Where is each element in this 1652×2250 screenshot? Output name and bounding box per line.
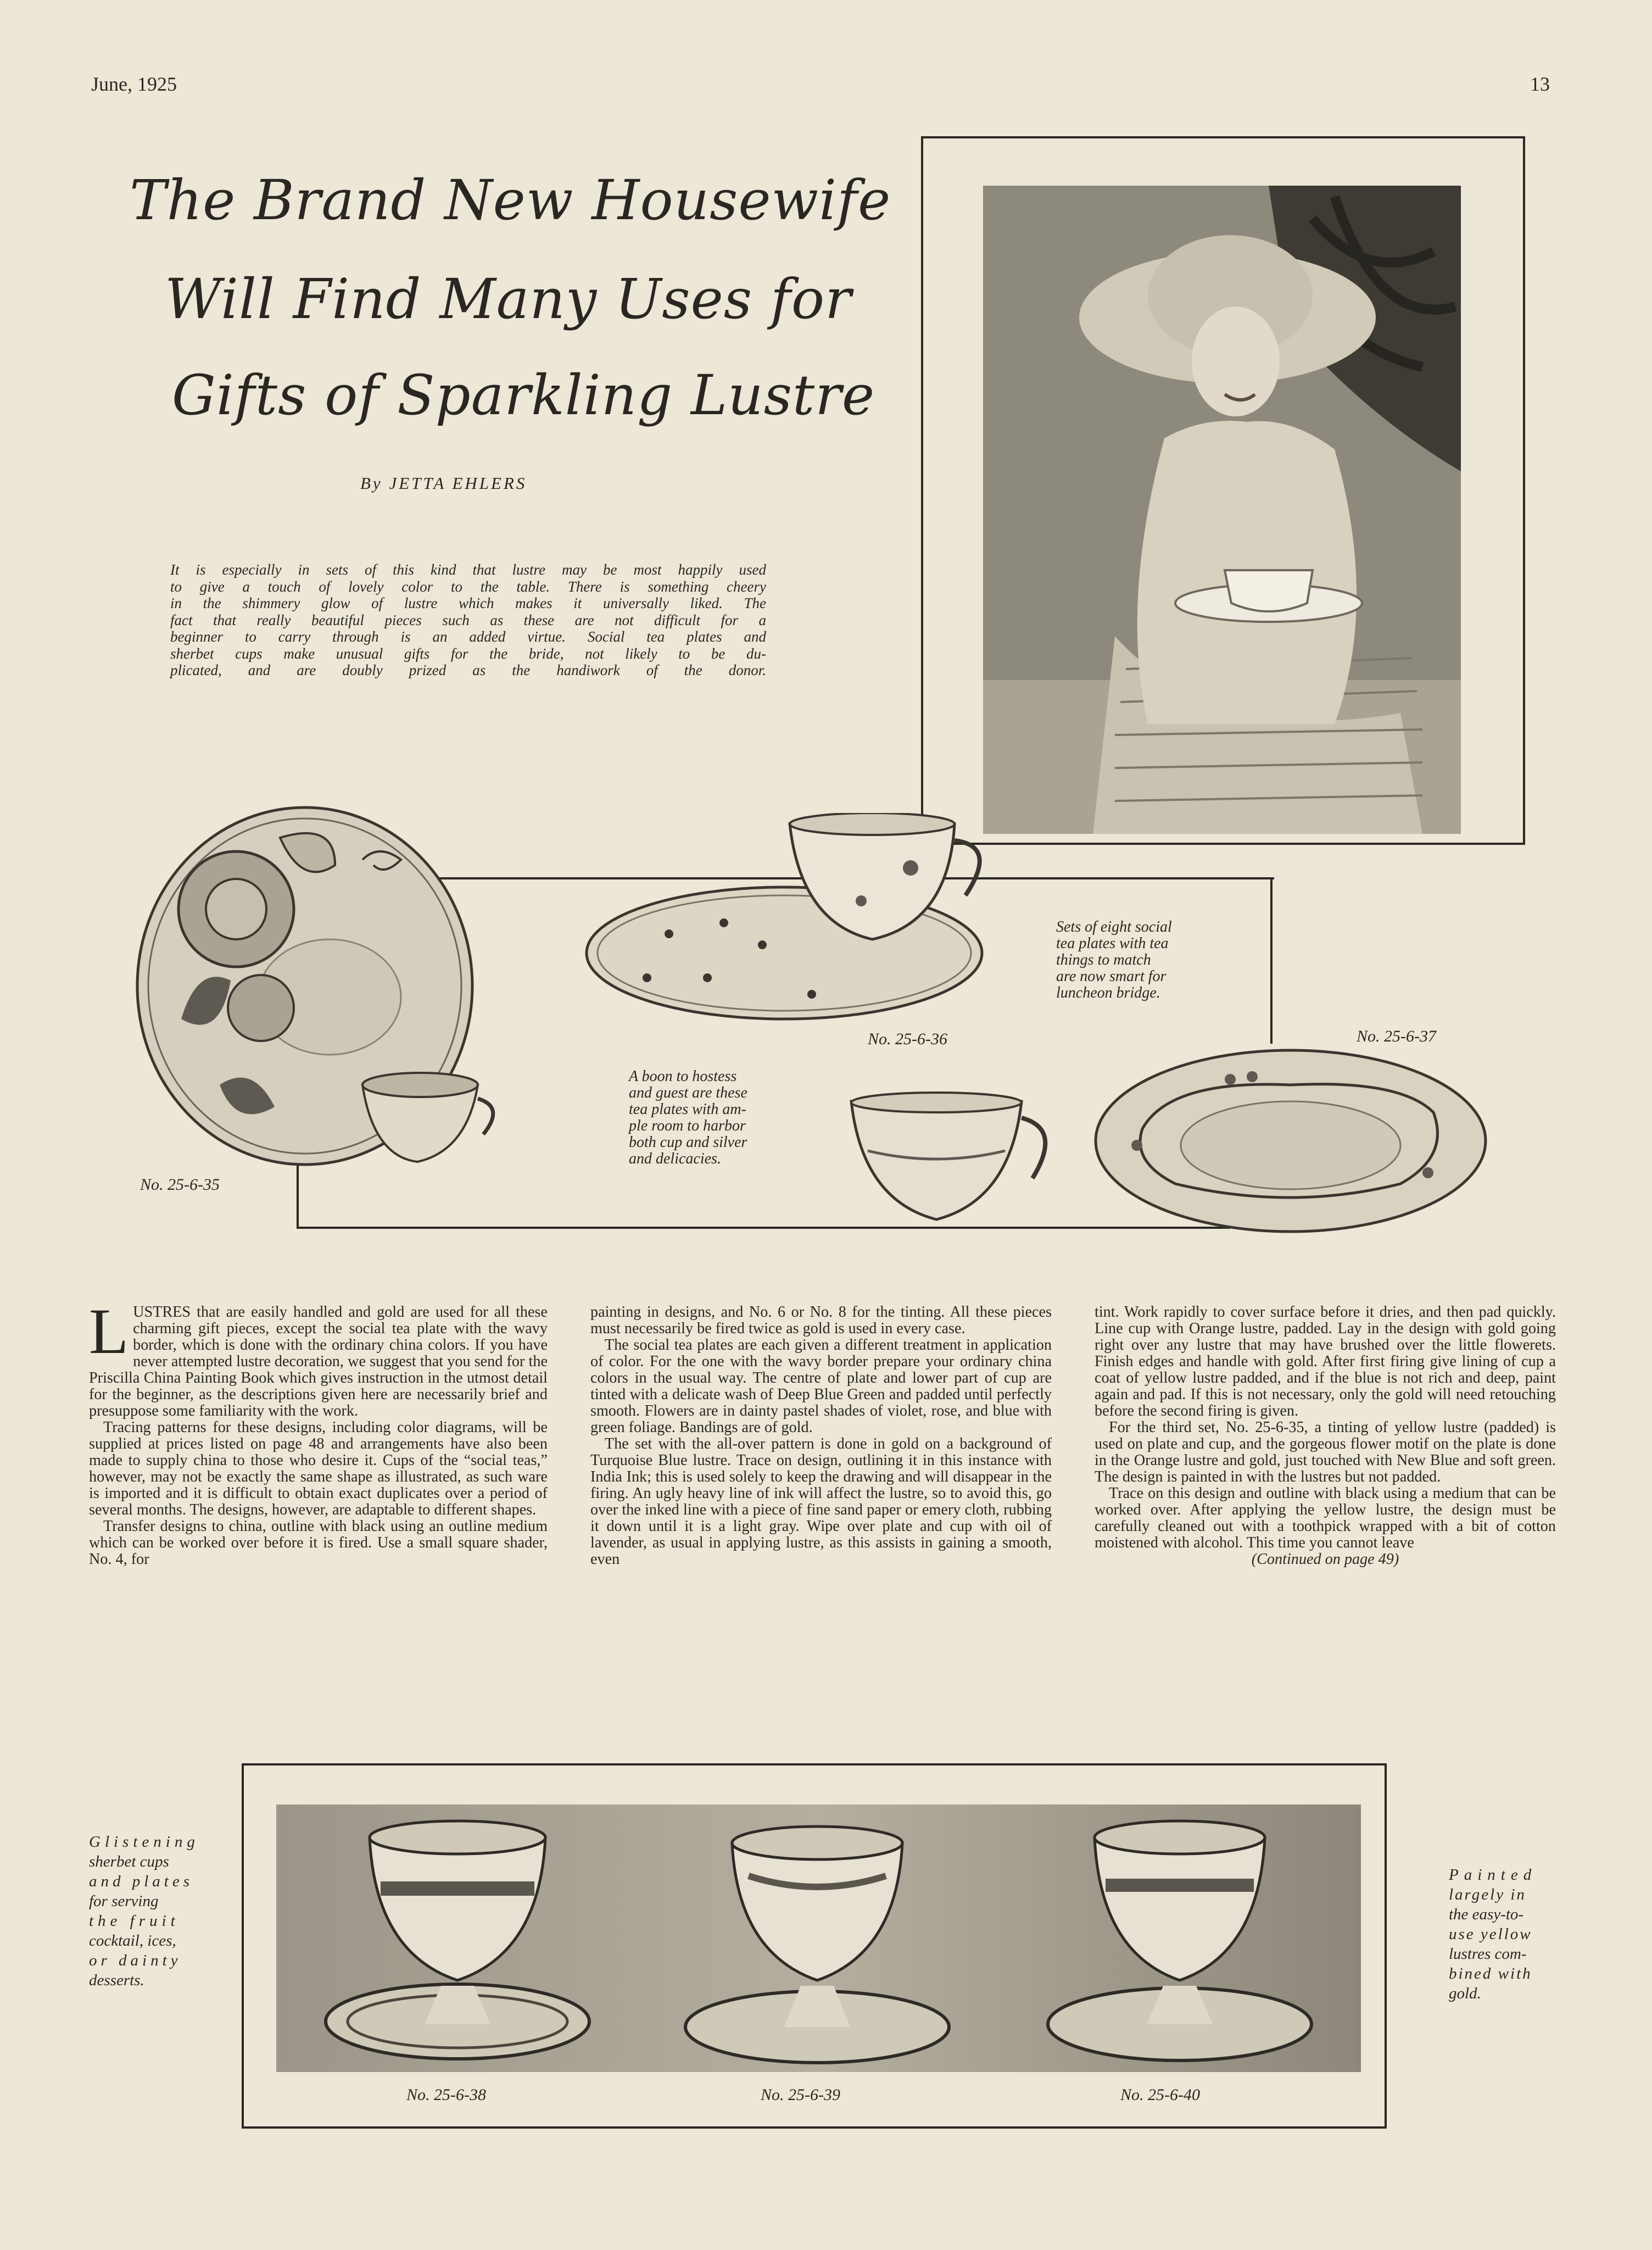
- intro-line: It is especially in sets of this kind that lustre may be most happily used: [170, 561, 766, 578]
- rose-border-plate-image: [1093, 1046, 1494, 1236]
- label-no-25-6-40: No. 25-6-40: [1120, 2086, 1200, 2104]
- paragraph: Tracing patterns for these designs, including color diagrams, will be supplied at prices listed on page 48 and arrangements have also been made to supply china to those who desire it. Cups of the “social teas,” however, may not be exactly the same shape as illustrated, as such ware is imported and it is difficult to obtain exact duplicates over a period of several months. The designs, however, are adaptable to different shapes.: [89, 1419, 548, 1518]
- caption-line: use yellow: [1449, 1925, 1532, 1943]
- caption-line: Sets of eight social: [1056, 918, 1172, 935]
- caption-line: sherbet cups: [89, 1853, 169, 1870]
- caption-line: are now smart for: [1056, 968, 1167, 985]
- paragraph: tint. Work rapidly to cover surface before it dries, and then pad quickly. Line cup with Orange lustre, padded. Lay in the design with gold going right over any lustre that may have brushed over the little flowerets. Finish edges and handle with gold. After first firing give lining of cup a coat of yellow lustre padded, and if the blue is not rich and deep, paint again and pad. If this is not necessary, only the gold will need retouching before the second firing is given.: [1095, 1304, 1556, 1419]
- caption-line: luncheon bridge.: [1056, 984, 1160, 1001]
- sherbet-photo: [276, 1805, 1361, 2072]
- caption-line: A boon to hostess: [629, 1068, 737, 1085]
- tea-set-frame-right: [1270, 877, 1273, 1044]
- caption-line: the easy-to-: [1449, 1906, 1524, 1923]
- gold-banded-cup-image: [846, 1090, 1065, 1233]
- body-column-1: [89, 1295, 548, 1568]
- sherbet-cups-illustration: [276, 1805, 1361, 2072]
- caption-line: and plates: [89, 1873, 194, 1890]
- label-no-25-6-39: No. 25-6-39: [761, 2086, 840, 2104]
- byline: By JETTA EHLERS: [360, 474, 527, 493]
- caption-line: tea plates with tea: [1056, 935, 1169, 952]
- paragraph: The social tea plates are each given a different treatment in application of color. For the one with the wavy border prepare your ordinary china colors in the usual way. The centre of plate and lower part of cup are tinted with a delicate wash of Deep Blue Green and padded until perfectly smooth. Flowers are in dainty pastel shades of violet, rose, and blue with green foliage. Bandings are of gold.: [590, 1336, 1052, 1436]
- caption-line: Painted: [1449, 1866, 1537, 1884]
- caption-line: things to match: [1056, 951, 1151, 968]
- title-line-3: Gifts of Sparkling Lustre: [172, 363, 875, 427]
- paragraph: [89, 1295, 548, 1419]
- label-no-25-6-36: No. 25-6-36: [868, 1030, 947, 1048]
- paragraph: Trace on this design and outline with black using a medium that can be worked over. After applying the yellow lustre, the design must be carefully cleaned out with a toothpick wrapped with a bit of cotton moistened with alcohol. This time you cannot leave: [1095, 1485, 1556, 1551]
- intro-paragraph: [170, 561, 766, 679]
- intro-line: fact that really beautiful pieces such as these are not difficult for a: [170, 611, 766, 628]
- dropcap-letter: L: [89, 1295, 129, 1367]
- page-number: 13: [1530, 73, 1550, 95]
- title-line-1: The Brand New Housewife: [130, 168, 891, 232]
- woman-in-hat-illustration: [983, 186, 1461, 834]
- caption-sets-of-eight: [1056, 919, 1172, 1001]
- caption-painted: [1449, 1865, 1559, 2003]
- caption-line: both cup and silver: [629, 1134, 747, 1151]
- body-column-3: [1095, 1304, 1556, 1568]
- caption-line: the fruit: [89, 1912, 180, 1930]
- caption-line: bined with: [1449, 1965, 1532, 1982]
- paragraph: painting in designs, and No. 6 or No. 8 for the tinting. All these pieces must necessarily be fired twice as gold is used in every case.: [590, 1304, 1052, 1337]
- caption-line: Glistening: [89, 1833, 199, 1851]
- paragraph: Transfer designs to china, outline with black using an outline medium which can be worked over before it is fired. Use a small square shader, No. 4, for: [89, 1518, 548, 1568]
- caption-line: cocktail, ices,: [89, 1932, 176, 1950]
- paragraph-text: USTRES that are easily handled and gold are used for all these charming gift pieces, except the social tea plate with the wavy border, which is done with the ordinary china colors. If you have never attempted lustre decoration, we suggest that you send for the Priscilla China Painting Book which gives instruction in the utmost detail for the beginner, as the descriptions given here are necessarily brief and presuppose some familiarity with the work.: [89, 1304, 548, 1419]
- caption-boon: [629, 1068, 747, 1167]
- intro-line: in the shimmery glow of lustre which makes it universally liked. The: [170, 595, 766, 611]
- continued-notice: (Continued on page 49): [1251, 1551, 1399, 1568]
- paragraph: For the third set, No. 25-6-35, a tinting of yellow lustre (padded) is used on plate and cup, and the gorgeous flower motif on the plate is done in the Orange lustre and gold, just touched with New Blue and soft green. The design is painted in with the lustres but not padded.: [1095, 1419, 1556, 1485]
- label-no-25-6-35: No. 25-6-35: [140, 1176, 220, 1194]
- issue-date: June, 1925: [91, 73, 177, 95]
- dotted-plate-set-image: [581, 813, 1009, 1044]
- flower-plate-set-image: [126, 799, 500, 1233]
- caption-line: desserts.: [89, 1971, 144, 1989]
- caption-line: and delicacies.: [629, 1150, 721, 1167]
- caption-line: lustres com-: [1449, 1945, 1527, 1963]
- intro-line: plicated, and are doubly prized as the handiwork of the donor.: [170, 662, 766, 678]
- caption-line: tea plates with am-: [629, 1101, 746, 1118]
- caption-line: largely in: [1449, 1886, 1526, 1903]
- portrait-photo: [983, 186, 1461, 834]
- caption-line: or dainty: [89, 1952, 182, 1969]
- intro-line: to give a touch of lovely color to the table. There is something cheery: [170, 578, 766, 595]
- caption-line: gold.: [1449, 1985, 1481, 2002]
- caption-line: for serving: [89, 1892, 159, 1910]
- caption-glistening: [89, 1832, 204, 1990]
- intro-line: sherbet cups make unusual gifts for the bride, not likely to be du-: [170, 645, 766, 662]
- title-line-2: Will Find Many Uses for: [165, 267, 852, 331]
- intro-line: beginner to carry through is an added virtue. Social tea plates and: [170, 628, 766, 645]
- caption-line: and guest are these: [629, 1084, 747, 1101]
- label-no-25-6-38: No. 25-6-38: [406, 2086, 486, 2104]
- body-column-2: [590, 1304, 1052, 1568]
- caption-line: ple room to harbor: [629, 1117, 746, 1134]
- paragraph: The set with the all-over pattern is done in gold on a background of Turquoise Blue lustre. Trace on design, outlining it in this instance with India Ink; this is used solely to keep the drawing and will disappear in the firing. An ugly heavy line of ink will affect the lustre, so to avoid this, go over the inked line with a piece of fine sand paper or emery cloth, rubbing it down until it is a light gray. Wipe over plate and cup with oil of lavender, as usual in applying lustre, as this assists in gaining a smooth, even: [590, 1435, 1052, 1568]
- label-no-25-6-37: No. 25-6-37: [1357, 1027, 1436, 1045]
